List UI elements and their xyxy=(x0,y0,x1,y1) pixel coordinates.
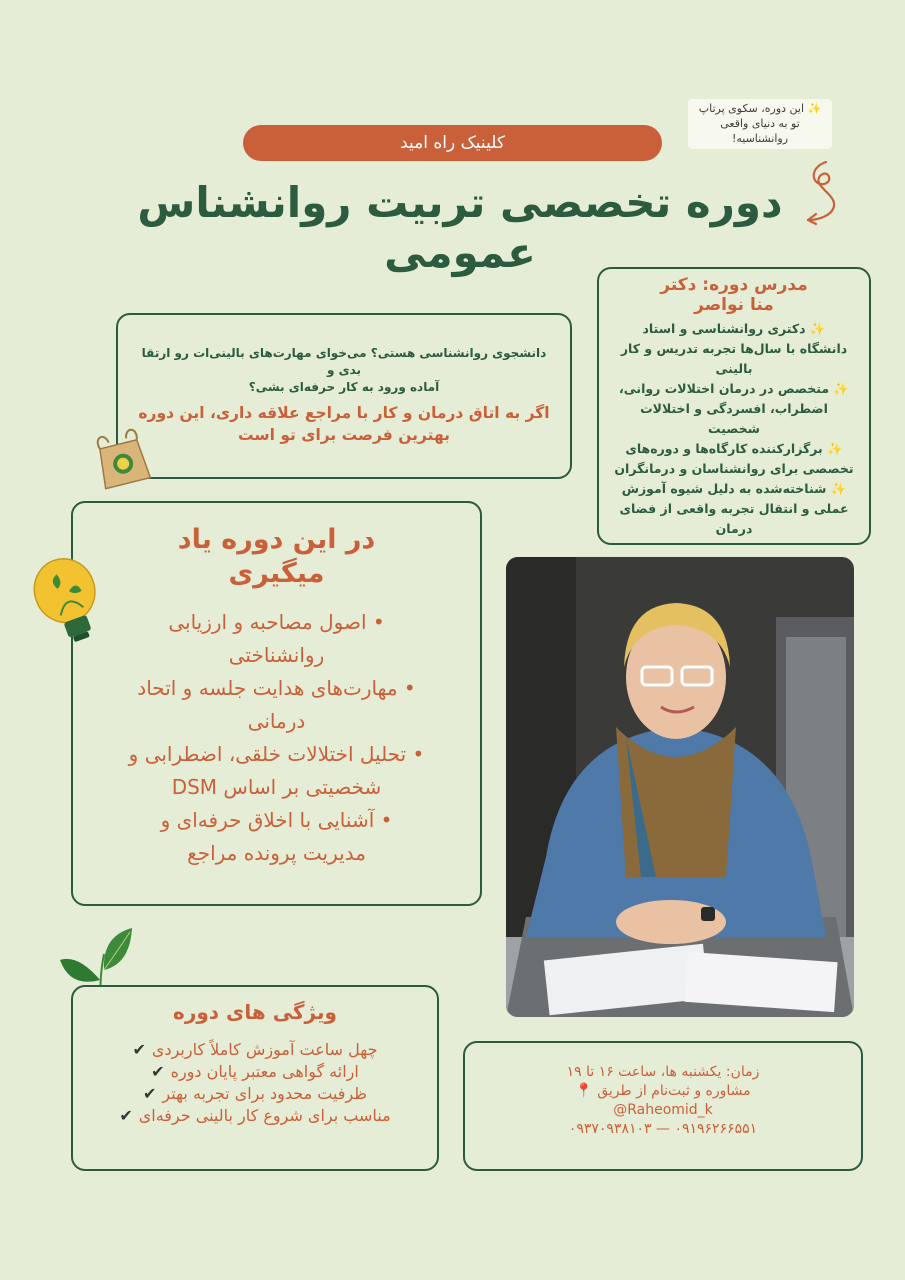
teacher-item: اضطراب، افسردگی و اختلالات xyxy=(640,401,828,416)
feature-text: ظرفیت محدود برای تجربه بهتر xyxy=(162,1084,368,1103)
learn-heading: در این دوره یاد xyxy=(177,524,376,555)
feature-text: مناسب برای شروع کار بالینی حرفه‌ای xyxy=(138,1106,391,1125)
page-title-line: دوره تخصصی تربیت روانشناس xyxy=(137,178,783,227)
list-item: شخصیتی بر اساس DSM xyxy=(171,775,382,799)
teacher-name: منا نواصر xyxy=(694,295,774,315)
teacher-heading: مدرس دوره: دکتر xyxy=(660,275,808,295)
list-item xyxy=(83,1061,427,1083)
learn-heading: میگیری xyxy=(228,558,325,589)
top-note xyxy=(688,99,832,149)
top-note-line: تو به دنیای واقعی xyxy=(720,117,800,130)
learn-list xyxy=(93,607,460,869)
teacher-item: شخصیت xyxy=(708,421,760,436)
teacher-card xyxy=(597,267,871,545)
teacher-item: تخصصی برای روانشناسان و درمانگران xyxy=(614,461,854,476)
list-item: درمانی xyxy=(247,709,306,733)
check-icon: ✔ xyxy=(119,1106,133,1125)
lightbulb-icon xyxy=(26,552,110,648)
list-item xyxy=(83,1105,427,1127)
page-title xyxy=(110,178,810,278)
teacher-photo-illustration xyxy=(506,557,854,1017)
check-icon: ✔ xyxy=(142,1084,157,1103)
check-icon: ✔ xyxy=(151,1062,165,1081)
teacher-item: دانشگاه با سال‌ها تجربه تدریس و کار xyxy=(620,341,848,356)
list-item: روانشناختی xyxy=(228,643,325,667)
list-item: • مهارت‌های هدایت جلسه و اتحاد xyxy=(137,676,416,700)
feature-text: ارائه گواهی معتبر پایان دوره xyxy=(170,1062,359,1081)
learn-card xyxy=(71,501,482,906)
features-list xyxy=(83,1039,427,1127)
contact-card xyxy=(463,1041,863,1171)
list-item xyxy=(83,1039,427,1061)
intro-answer: بهترین فرصت برای تو است xyxy=(237,426,451,444)
top-note-line: ✨ این دوره، سکوی پرتاپ xyxy=(698,102,822,115)
list-item: • آشنایی با اخلاق حرفه‌ای و xyxy=(160,808,393,832)
feature-text: چهل ساعت آموزش کاملاً کاربردی xyxy=(151,1040,378,1059)
features-card xyxy=(71,985,439,1171)
intro-question: آماده ورود به کار حرفه‌ای بشی؟ xyxy=(248,380,440,394)
phone-numbers[interactable]: ۰۹۱۹۶۲۶۶۵۵۱ — ۰۹۳۷۰۹۳۸۱۰۳ xyxy=(568,1121,758,1137)
intro-question: دانشجوی روانشناسی هستی؟ می‌خوای مهارت‌های بالینی‌ات رو ارتقا بدی و xyxy=(141,346,547,377)
registration-text: مشاوره و ثبت‌نام از طریق 📍 xyxy=(575,1083,751,1099)
clinic-name-badge: کلینیک راه امید xyxy=(243,125,662,161)
list-item xyxy=(83,1083,427,1105)
page-title-line: عمومی xyxy=(384,228,536,277)
teacher-item: عملی و انتقال تجربه واقعی از فضای xyxy=(619,501,849,516)
features-heading: ویژگی های دوره xyxy=(173,1000,337,1024)
social-handle-link[interactable]: @Raheomid_k xyxy=(613,1102,713,1118)
list-item: • تحلیل اختلالات خلقی، اضطرابی و xyxy=(128,742,425,766)
teacher-item: درمان xyxy=(715,521,753,536)
check-icon: ✔ xyxy=(132,1040,146,1059)
list-item: • اصول مصاحبه و ارزیابی xyxy=(168,610,385,634)
teacher-item: بالینی xyxy=(715,361,753,376)
intro-card xyxy=(116,313,572,479)
teacher-item: ✨ برگزارکننده کارگاه‌ها و دوره‌های xyxy=(625,441,843,456)
teacher-photo xyxy=(506,557,854,1017)
teacher-item: ✨ دکتری روانشناسی و استاد xyxy=(642,321,826,336)
teacher-item: ✨ شناخته‌شده به دلیل شیوه آموزش xyxy=(621,481,847,496)
shopping-bag-icon xyxy=(88,420,154,490)
schedule-text: زمان: یکشنبه ها، ساعت ۱۶ تا ۱۹ xyxy=(566,1064,760,1080)
intro-answer: اگر به اتاق درمان و کار با مراجع علاقه داری، این دوره xyxy=(138,404,550,422)
teacher-item: ✨ متخصص در درمان اختلالات روانی، xyxy=(619,381,849,396)
top-note-line: روانشناسیه! xyxy=(731,132,789,145)
list-item: مدیریت پرونده مراجع xyxy=(187,841,366,865)
